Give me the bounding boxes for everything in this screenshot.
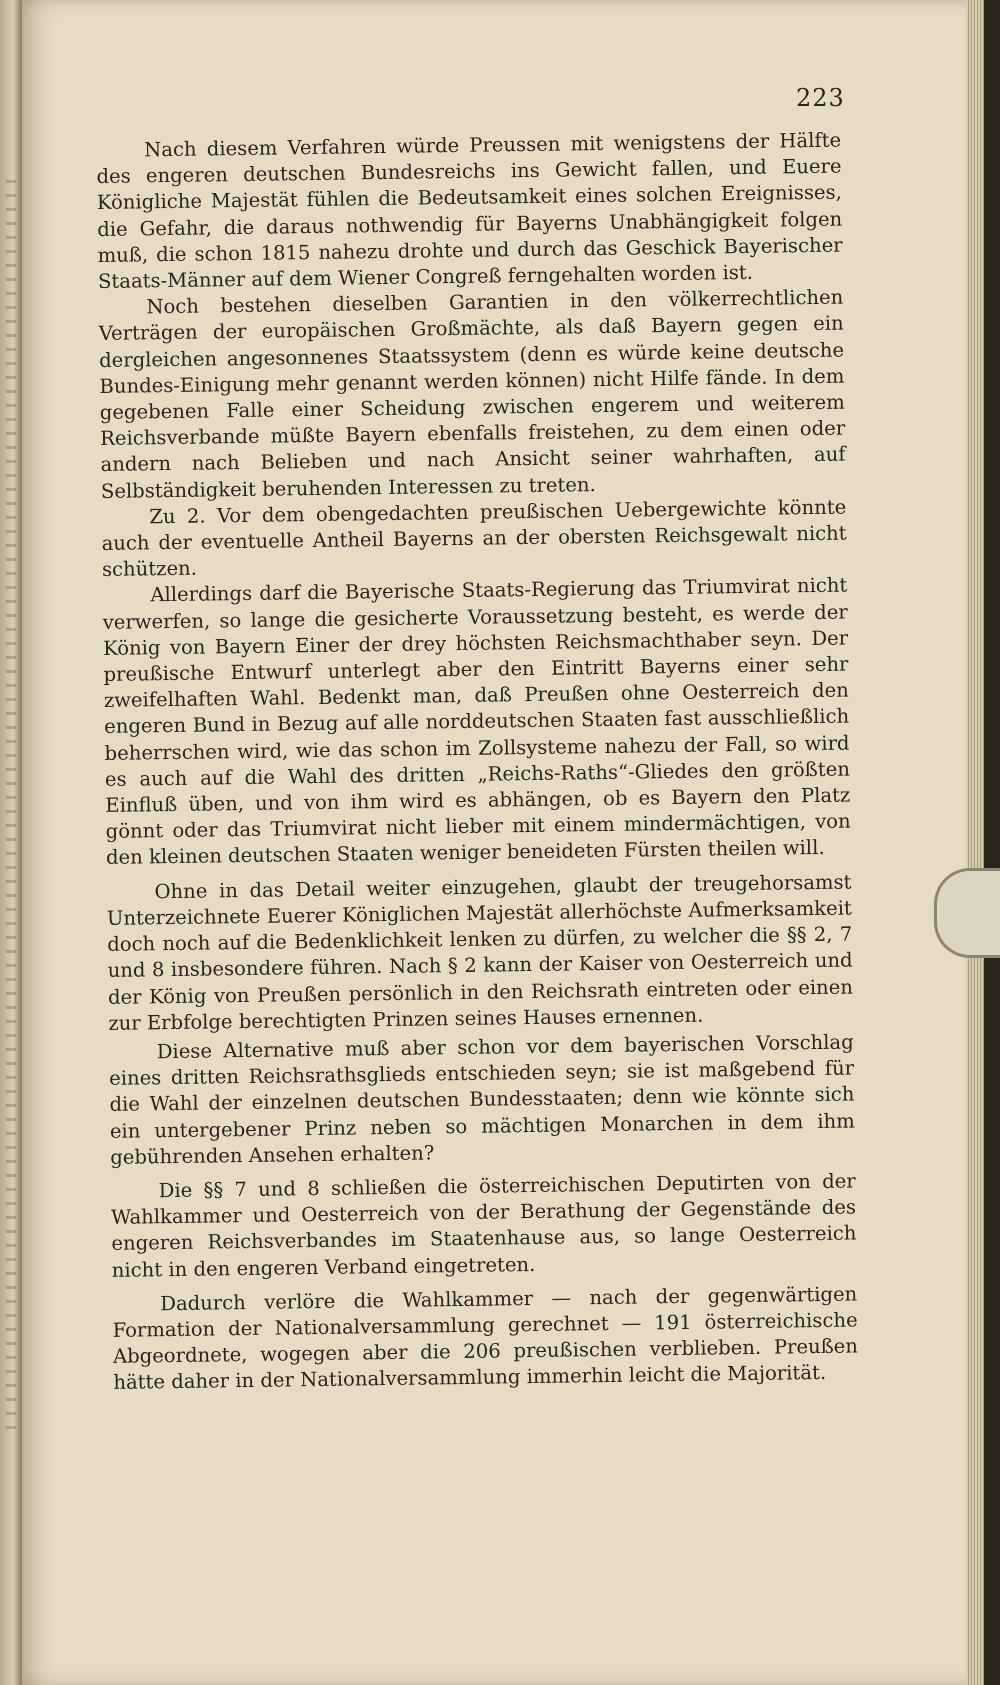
paragraph-1: Nach diesem Verfahren würde Preussen mit wenigstens der Hälfte des engeren deutschen Bundesreichs ins Gewicht fallen, und Euere Königliche Majestät fühlen die Bedeutsamkeit eines solchen Ereignisses, die Gefahr, die daraus nothwendig für Bayerns Unabhängigkeit folgen muß, die schon 1815 nahezu drohte und durch das Geschick Bayerischer Staats-Männer auf dem Wiener Congreß ferngehalten worden ist. xyxy=(96,128,843,294)
paragraph-7: Die §§ 7 und 8 schließen die österreichischen Deputirten von der Wahlkammer und Oesterreich von der Berathung der Gegenstände des engeren Reichsverbandes im Staatenhause aus, so lange Oesterreich nicht in den engeren Verband eingetreten. xyxy=(110,1169,857,1282)
paragraph-3: Zu 2. Vor dem obengedachten preußischen Uebergewichte könnte auch der eventuelle Antheil Bayerns an der obersten Reichsgewalt nicht schützen. xyxy=(101,495,847,582)
paragraph-5: Ohne in das Detail weiter einzugehen, glaubt der treugehorsamst Unterzeichnete Euerer Königlichen Majestät allerhöchste Aufmerksamkeit doch noch auf die Bedenklichkeit lenken zu dürfen, zu welcher die §§ 2, 7 und 8 insbesondere führen. Nach § 2 kann der Kaiser von Oesterreich und der König von Preußen persönlich in den Reichsrath eintreten oder einen zur Erbfolge berechtigten Prinzen seines Hauses ernennen. xyxy=(106,870,854,1035)
previous-page-edge xyxy=(0,0,22,1685)
page-block-edges xyxy=(966,0,984,1685)
paragraph-6: Diese Alternative muß aber schon vor dem bayerischen Vorschlag eines dritten Reichsrathsglieds entschieden seyn; sie ist maßgebend für die Wahl der einzelnen deutschen Bundesstaaten; denn wie könnte sich ein untergebener Prinz neben so mächtigen Monarchen in dem ihm gebührenden Ansehen erhalten? xyxy=(108,1030,855,1169)
page-number: 223 xyxy=(796,84,845,112)
paragraph-4: Allerdings darf die Bayerische Staats-Regierung das Triumvirat nicht verwerfen, so lange die gesicherte Voraussetzung besteht, es werde der König von Bayern Einer der drey höchsten Reichsmachthaber seyn. Der preußische Entwurf unterlegt aber den Eintritt Bayerns einer sehr zweifelhaften Wahl. Bedenkt man, daß Preußen ohne Oesterreich den engeren Bund in Bezug auf alle norddeutschen Staaten fast ausschließlich beherrschen wird, wie das schon im Zollsysteme nahezu der Fall, so wird es auch auf die Wahl des dritten „Reichs-Raths“-Gliedes den größten Einfluß üben, und von ihm wird es abhängen, ob es Bayern den Platz gönnt oder das Triumvirat nicht lieber mit einem mindermächtigen, von den kleinen deutschen Staaten weniger beneideten Fürsten theilen will. xyxy=(102,574,851,870)
paragraph-8: Dadurch verlöre die Wahlkammer — nach der gegenwärtigen Formation der Nationalversammlung gerechnet — 191 österreichische Abgeordnete, wogegen aber die 206 preußischen verblieben. Preußen hätte daher in der Nationalversammlung immerhin leicht die Majorität. xyxy=(112,1282,859,1395)
body-text xyxy=(96,128,859,1400)
bookmark-clip xyxy=(934,868,1000,958)
paragraph-2: Noch bestehen dieselben Garantien in den völkerrechtlichen Verträgen der europäischen Großmächte, als daß Bayern gegen ein dergleichen angesonnenes Staatssystem (denn es würde keine deutsche Bundes-Einigung mehr genannt werden können) nicht Hilfe fände. In dem gegebenen Falle einer Scheidung zwischen engerem und weiterem Reichsverbande müßte Bayern ebenfalls freistehen, zu dem einen oder andern nach Belieben und nach Ansicht seiner wahrhaften, auf Selbständigkeit beruhenden Interessen zu treten. xyxy=(98,285,846,503)
